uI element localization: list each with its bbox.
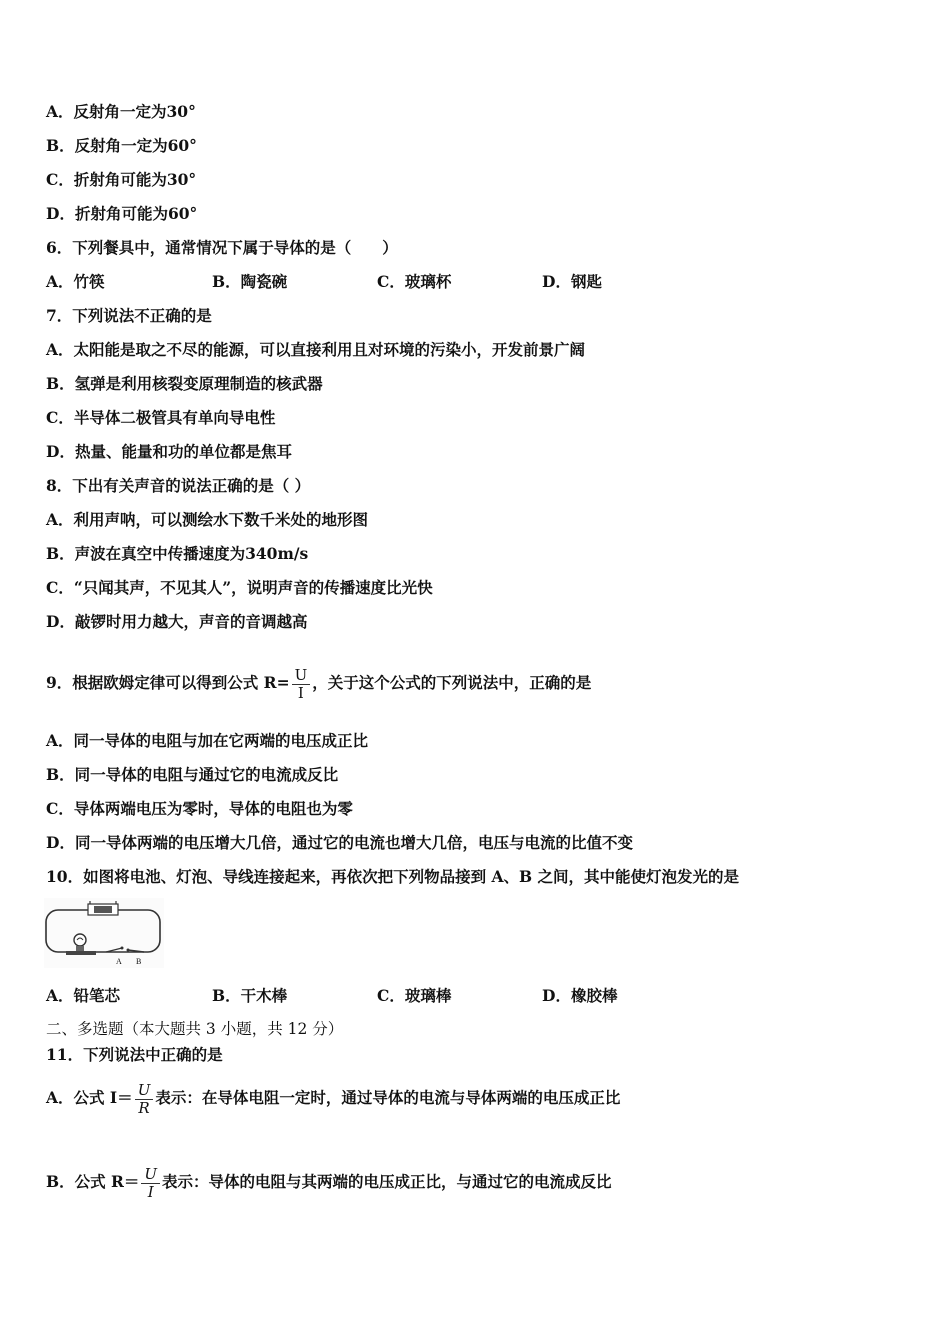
q10-option-c: C．玻璃棒 (377, 986, 452, 1005)
circuit-diagram (44, 898, 164, 968)
q11-option-b-fraction (141, 1166, 160, 1201)
q8-option-d: D．敲锣时用力越大，声音的音调越高 (46, 612, 308, 631)
q10-option-d: D．橡胶棒 (542, 986, 618, 1005)
q5-option-d: D．折射角可能为60° (46, 204, 198, 223)
q11-option-b (46, 1162, 612, 1202)
terminal-label-b: B (136, 957, 142, 966)
q6-option-a: A．竹筷 (46, 272, 105, 291)
q10-stem: 10．如图将电池、灯泡、导线连接起来，再依次把下列物品接到 A、B 之间，其中能使灯泡发光的是 (46, 867, 739, 886)
q11-option-a-fraction (135, 1082, 154, 1117)
q6-option-d: D．钢匙 (542, 272, 602, 291)
q9-stem-after: ，关于这个公式的下列说法中，正确的是 (312, 673, 592, 692)
q5-option-b: B．反射角一定为60° (46, 136, 197, 155)
q8-option-c: C．“只闻其声，不见其人”，说明声音的传播速度比光快 (46, 578, 433, 597)
q9-option-a: A．同一导体的电阻与加在它两端的电压成正比 (46, 731, 369, 750)
q11-option-a-before: A．公式 I＝ (46, 1088, 133, 1107)
q6-stem: 6．下列餐具中，通常情况下属于导体的是（ ） (46, 238, 398, 257)
q11-option-a-after: 表示：在导体电阻一定时，通过导体的电流与导体两端的电压成正比 (155, 1088, 621, 1107)
q8-stem: 8．下出有关声音的说法正确的是（ ） (46, 476, 311, 495)
fraction-numerator: U (294, 665, 308, 684)
q7-option-d: D．热量、能量和功的单位都是焦耳 (46, 442, 292, 461)
section-heading-multiple-choice: 二、多选题（本大题共 3 小题，共 12 分） (46, 1020, 344, 1038)
q9-option-c: C．导体两端电压为零时，导体的电阻也为零 (46, 799, 353, 818)
q7-option-b: B．氢弹是利用核裂变原理制造的核武器 (46, 374, 323, 393)
q6-option-b: B．陶瓷碗 (212, 272, 288, 291)
q7-option-c: C．半导体二极管具有单向导电性 (46, 408, 276, 427)
fraction-numerator: U (144, 1164, 158, 1183)
q5-option-c: C．折射角可能为30° (46, 170, 197, 189)
q11-option-a (46, 1078, 620, 1118)
q7-stem: 7．下列说法不正确的是 (46, 306, 212, 325)
q6-options (46, 272, 846, 292)
q9-option-b: B．同一导体的电阻与通过它的电流成反比 (46, 765, 339, 784)
fraction-denominator: I (147, 1182, 154, 1201)
q9-formula-fraction (292, 667, 311, 702)
q11-option-b-after: 表示：导体的电阻与其两端的电压成正比，与通过它的电流成反比 (162, 1172, 612, 1191)
q8-option-b: B．声波在真空中传播速度为340m/s (46, 544, 309, 563)
q9-stem-before: 9．根据欧姆定律可以得到公式 R= (46, 673, 290, 692)
q9-option-d: D．同一导体两端的电压增大几倍，通过它的电流也增大几倍，电压与电流的比值不变 (46, 833, 633, 852)
q11-stem: 11．下列说法中正确的是 (46, 1045, 223, 1064)
fraction-numerator: U (137, 1080, 151, 1099)
q10-options (46, 986, 846, 1006)
q5-option-a: A．反射角一定为30° (46, 102, 196, 121)
q10-option-b: B．干木棒 (212, 986, 288, 1005)
q8-option-a: A．利用声呐，可以测绘水下数千米处的地形图 (46, 510, 369, 529)
fraction-denominator: I (297, 683, 304, 702)
q11-option-b-before: B．公式 R＝ (46, 1172, 140, 1191)
fraction-denominator: R (138, 1098, 150, 1117)
terminal-label-a: A (116, 957, 122, 966)
q9-stem (46, 665, 591, 702)
q10-option-a: A．铅笔芯 (46, 986, 121, 1005)
q6-option-c: C．玻璃杯 (377, 272, 452, 291)
q7-option-a: A．太阳能是取之不尽的能源，可以直接利用且对环境的污染小，开发前景广阔 (46, 340, 586, 359)
